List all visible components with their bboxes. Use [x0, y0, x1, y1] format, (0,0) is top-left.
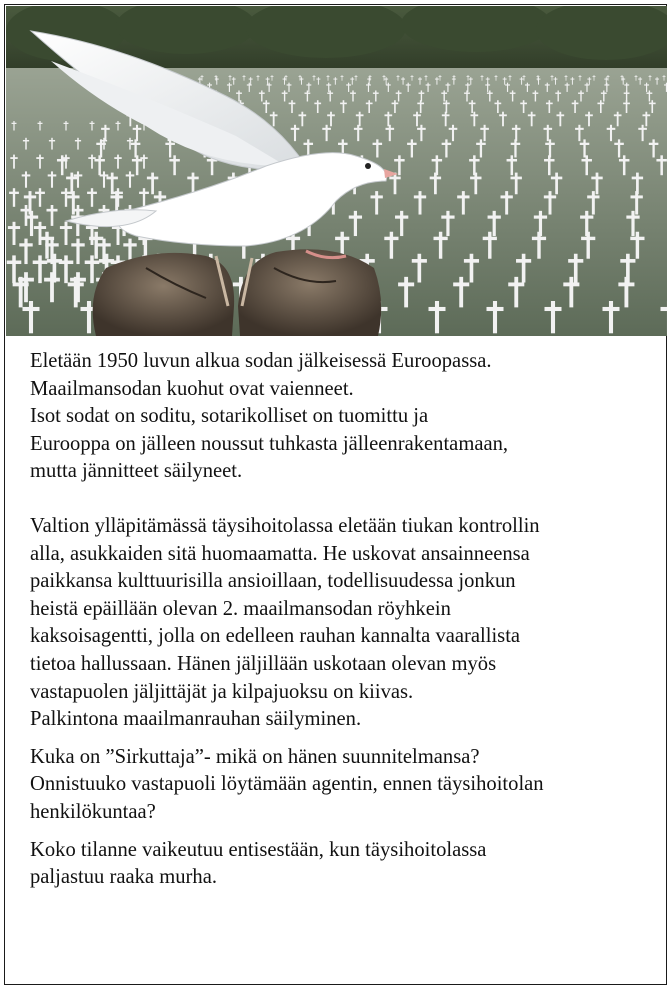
text-line: Palkintona maailmanrauhan säilyminen.	[30, 708, 362, 731]
paragraph-setting	[30, 513, 662, 734]
text-line: Valtion ylläpitämässä täysihoitolassa eletään tiukan kontrollin	[30, 514, 540, 537]
text-line: Isot sodat on soditu, sotarikolliset on tuomittu ja	[30, 405, 429, 428]
text-line: Kuka on ”Sirkuttaja”- mikä on hänen suunnitelmansa?	[30, 745, 480, 768]
text-line: Onnistuuko vastapuoli löytämään agentin, ennen täysihoitolan	[30, 773, 544, 796]
text-line: tietoa hallussaan. Hänen jäljillään uskotaan olevan myös	[30, 652, 497, 675]
text-line: henkilökuntaa?	[30, 800, 156, 823]
document-frame	[4, 4, 667, 985]
text-line: Eurooppa on jälleen noussut tuhkasta jälleenrakentamaan,	[30, 432, 509, 455]
paragraph-intro	[30, 348, 662, 486]
text-line: Koko tilanne vaikeutuu entisestään, kun täysihoitolassa	[30, 838, 487, 861]
text-line: paljastuu raaka murha.	[30, 866, 217, 889]
text-line: heistä epäillään olevan 2. maailmansodan röyhkein	[30, 597, 451, 620]
paragraph-questions	[30, 744, 662, 827]
text-line: vastapuolen jäljittäjät ja kilpajuoksu on kiivas.	[30, 680, 414, 703]
story-text	[30, 348, 662, 892]
text-line: kaksoisagentti, jolla on edelleen rauhan kannalta vaarallista	[30, 625, 521, 648]
text-line: alla, asukkaiden sitä huomaamatta. He uskovat ansainneensa	[30, 542, 530, 565]
text-line: mutta jännitteet säilyneet.	[30, 460, 243, 483]
text-line: Eletään 1950 luvun alkua sodan jälkeisessä Euroopassa.	[30, 350, 492, 372]
text-line: paikkansa kulttuurisilla ansioillaan, todellisuudessa jonkun	[30, 570, 516, 593]
cover-photo	[6, 6, 667, 336]
text-line: Maailmansodan kuohut ovat vaienneet.	[30, 377, 354, 400]
paragraph-twist	[30, 837, 662, 892]
dove-photo-icon	[6, 6, 667, 336]
